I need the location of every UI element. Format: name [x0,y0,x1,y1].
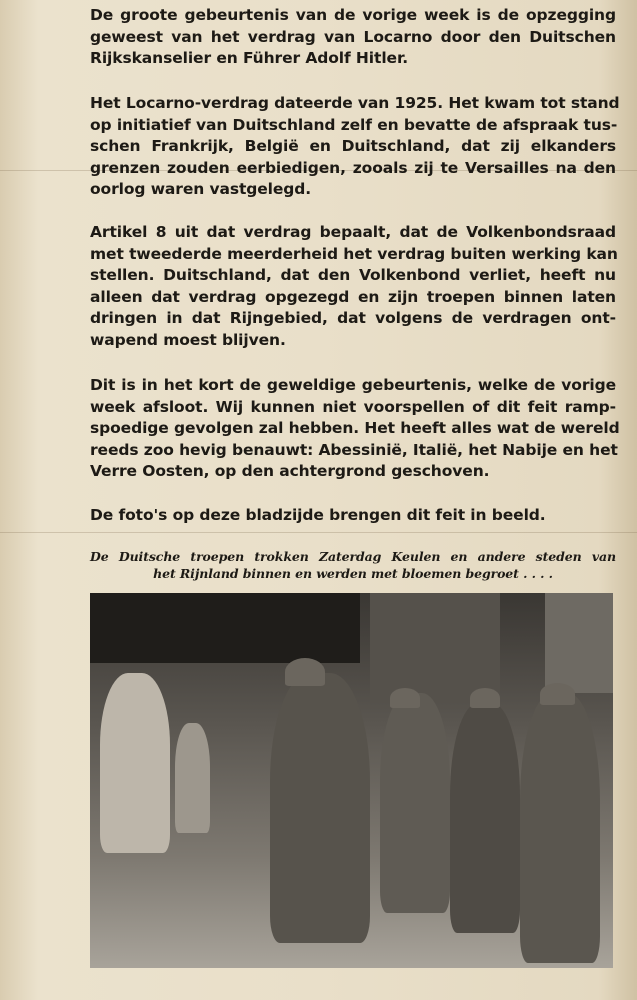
text-line: dringen in dat Rijngebied, dat volgens de verdragen ont- [90,309,616,328]
paragraph-5 [90,505,616,527]
text-line: alleen dat verdrag opgezegd en zijn troepen binnen laten [90,287,616,306]
text-line: Artikel 8 uit dat verdrag bepaalt, dat de Volkenbondsraad [90,223,616,241]
paragraph-3 [90,222,616,352]
paragraph-1 [90,5,616,70]
caption-line: het Rijnland binnen en werden met bloemen begroet . . . . [153,566,553,581]
text-line: stellen. Duitschland, dat den Volkenbond verliet, heeft nu [90,266,616,285]
text-line: Verre Oosten, op den achtergrond geschoven. [90,462,490,481]
photo-caption [90,548,616,582]
photo-troops-marching [90,593,613,968]
caption-line: De Duitsche troepen trokken Zaterdag Keulen en andere steden van [90,549,616,564]
text-line: week afsloot. Wij kunnen niet voorspellen of dit feit ramp- [90,397,616,416]
text-line: op initiatief van Duitschland zelf en bevatte de afspraak tus- [90,115,618,134]
text-line: grenzen zouden eerbiedigen, zooals zij te Versailles na den [90,158,616,177]
text-line: De groote gebeurtenis van de vorige week is de opzegging [90,6,616,24]
text-line: reeds zoo hevig benauwt: Abessinië, Italië, het Nabije en het [90,440,618,459]
paper-fold [0,532,637,533]
text-line: spoedige gevolgen zal hebben. Het heeft alles wat de wereld [90,419,620,438]
paragraph-4 [90,375,620,483]
text-line: Rijkskanselier en Führer Adolf Hitler. [90,49,409,68]
text-line: wapend moest blijven. [90,330,286,349]
text-line: oorlog waren vastgelegd. [90,180,312,199]
text-line: schen Frankrijk, België en Duitschland, dat zij elkanders [90,137,616,156]
paragraph-2 [90,93,620,201]
text-line: met tweederde meerderheid het verdrag buiten werking kan [90,244,618,263]
text-line: De foto's op deze bladzijde brengen dit feit in beeld. [90,506,546,524]
text-line: Het Locarno-verdrag dateerde van 1925. Het kwam tot stand [90,94,620,112]
text-line: Dit is in het kort de geweldige gebeurtenis, welke de vorige [90,376,616,394]
text-line: geweest van het verdrag van Locarno door den Duitschen [90,27,616,46]
